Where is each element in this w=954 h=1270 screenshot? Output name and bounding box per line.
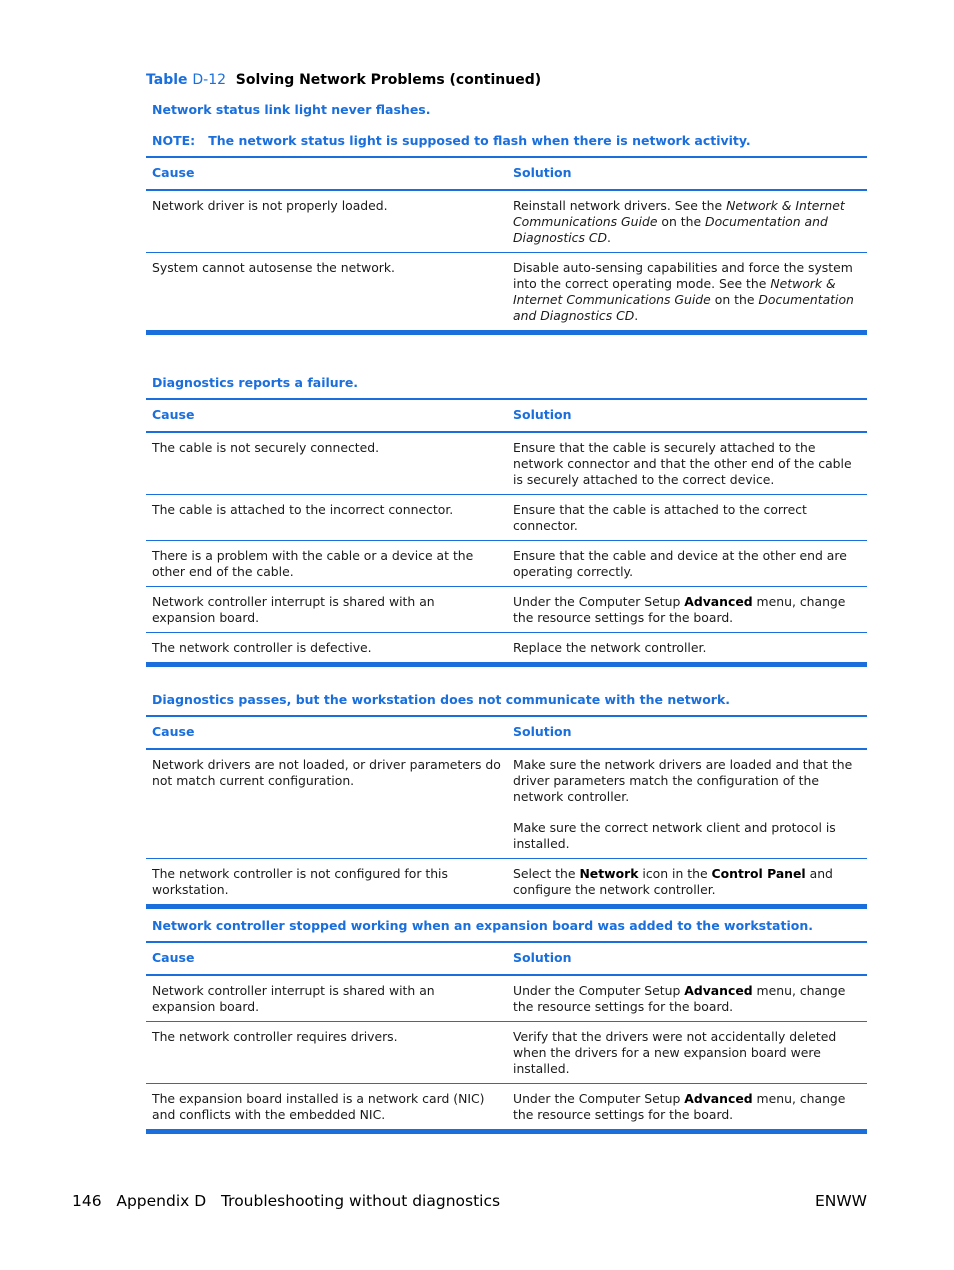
column-header-solution: Solution bbox=[507, 157, 867, 190]
cause-cell: The network controller is not configured for this workstation. bbox=[146, 859, 507, 907]
ui-term: Advanced bbox=[684, 1091, 753, 1106]
solution-text-extra: Make sure the correct network client and protocol is installed. bbox=[513, 820, 836, 851]
solution-text bbox=[513, 502, 861, 534]
text-run: Ensure that the cable is securely attached to the network connector and that the other end of the cable is securely attached to the correct device. bbox=[513, 440, 852, 487]
table-row bbox=[146, 432, 867, 495]
text-run: . bbox=[607, 230, 611, 245]
table-caption-title: Solving Network Problems (continued) bbox=[235, 72, 542, 88]
column-header-solution: Solution bbox=[507, 716, 867, 749]
solution-cell bbox=[507, 749, 867, 859]
ui-term: Advanced bbox=[684, 983, 753, 998]
text-run: Disable auto-sensing capabilities and force the system into the correct operating mode. See the bbox=[513, 260, 853, 291]
cause-cell: Network controller interrupt is shared with an expansion board. bbox=[146, 587, 507, 633]
column-header-cause: Cause bbox=[146, 716, 507, 749]
text-run: icon in the bbox=[638, 866, 712, 881]
column-header-cause: Cause bbox=[146, 157, 507, 190]
document-title: Documentation and Diagnostics CD bbox=[513, 292, 854, 323]
section-heading: Diagnostics reports a failure. bbox=[152, 375, 359, 390]
text-run: Make sure the network drivers are loaded and that the driver parameters match the configuration of the network controller. bbox=[513, 757, 853, 804]
text-run: . bbox=[634, 308, 639, 323]
text-run: Select the bbox=[513, 866, 580, 881]
trouble-table bbox=[146, 156, 867, 335]
table-row bbox=[146, 1084, 867, 1132]
table-row bbox=[146, 859, 867, 907]
table-caption-label: Table bbox=[146, 72, 188, 88]
text-run: Under the Computer Setup bbox=[513, 594, 685, 609]
solution-cell bbox=[507, 253, 867, 333]
solution-text bbox=[513, 594, 861, 626]
text-run: Ensure that the cable is attached to the correct connector. bbox=[513, 502, 807, 533]
ui-term: Network bbox=[579, 866, 639, 881]
solution-cell bbox=[507, 1084, 867, 1132]
text-run: and configure the network controller. bbox=[513, 866, 833, 897]
document-title: Documentation and Diagnostics CD bbox=[513, 214, 828, 245]
solution-text bbox=[513, 1029, 861, 1077]
table-row bbox=[146, 749, 867, 859]
solution-text bbox=[513, 440, 861, 488]
table-row bbox=[146, 190, 867, 253]
text-run: on the bbox=[710, 292, 759, 307]
solution-text bbox=[513, 757, 861, 805]
cause-cell: The cable is not securely connected. bbox=[146, 432, 507, 495]
text-run: menu, change the resource settings for the board. bbox=[513, 594, 846, 625]
page-footer-right: ENWW bbox=[814, 1192, 867, 1210]
trouble-table bbox=[146, 715, 867, 909]
column-header-solution: Solution bbox=[507, 399, 867, 432]
table-caption bbox=[146, 72, 541, 88]
cause-cell: The network controller requires drivers. bbox=[146, 1022, 507, 1084]
section-heading: Diagnostics passes, but the workstation does not communicate with the network. bbox=[152, 692, 731, 707]
solution-text bbox=[513, 260, 861, 324]
cause-cell: The expansion board installed is a network card (NIC) and conflicts with the embedded NIC. bbox=[146, 1084, 507, 1132]
solution-cell bbox=[507, 495, 867, 541]
table-row bbox=[146, 541, 867, 587]
solution-cell bbox=[507, 190, 867, 253]
cause-cell: Network controller interrupt is shared with an expansion board. bbox=[146, 975, 507, 1022]
text-run: Verify that the drivers were not accidentally deleted when the drivers for a new expansion board were installed. bbox=[513, 1029, 837, 1076]
solution-cell bbox=[507, 859, 867, 907]
cause-cell: There is a problem with the cable or a device at the other end of the cable. bbox=[146, 541, 507, 587]
solution-text bbox=[513, 866, 861, 898]
column-header-cause: Cause bbox=[146, 399, 507, 432]
ui-term: Advanced bbox=[684, 594, 753, 609]
text-run: menu, change the resource settings for the board. bbox=[513, 983, 846, 1014]
trouble-table bbox=[146, 941, 867, 1134]
solution-cell bbox=[507, 587, 867, 633]
cause-cell: The cable is attached to the incorrect connector. bbox=[146, 495, 507, 541]
solution-text bbox=[513, 198, 861, 246]
text-run: Under the Computer Setup bbox=[513, 1091, 685, 1106]
cause-cell: Network drivers are not loaded, or driver parameters do not match current configuration. bbox=[146, 749, 507, 859]
note-prefix: NOTE: bbox=[152, 133, 196, 148]
document-title: Network & Internet Communications Guide bbox=[513, 198, 845, 229]
solution-cell bbox=[507, 432, 867, 495]
page-footer-left: 146 Appendix D Troubleshooting without diagnostics bbox=[72, 1192, 501, 1210]
section-heading: Network status link light never flashes. bbox=[152, 102, 431, 117]
table-caption-number: D-12 bbox=[192, 72, 227, 88]
section-heading: Network controller stopped working when an expansion board was added to the workstation. bbox=[152, 918, 813, 933]
cause-cell: Network driver is not properly loaded. bbox=[146, 190, 507, 253]
solution-text bbox=[513, 983, 861, 1015]
column-header-cause: Cause bbox=[146, 942, 507, 975]
table-row bbox=[146, 495, 867, 541]
text-run: Reinstall network drivers. See the bbox=[513, 198, 727, 213]
solution-text bbox=[513, 640, 861, 656]
text-run: Replace the network controller. bbox=[513, 640, 707, 655]
cause-cell: System cannot autosense the network. bbox=[146, 253, 507, 333]
table-row bbox=[146, 975, 867, 1022]
document-title: Network & Internet Communications Guide bbox=[513, 276, 836, 307]
solution-cell bbox=[507, 975, 867, 1022]
note bbox=[152, 133, 751, 148]
table-row bbox=[146, 1022, 867, 1084]
text-run: menu, change the resource settings for the board. bbox=[513, 1091, 846, 1122]
table-row bbox=[146, 633, 867, 665]
note-text: The network status light is supposed to flash when there is network activity. bbox=[208, 133, 751, 148]
text-run: Ensure that the cable and device at the other end are operating correctly. bbox=[513, 548, 847, 579]
solution-cell bbox=[507, 633, 867, 665]
solution-cell bbox=[507, 1022, 867, 1084]
solution-text bbox=[513, 548, 861, 580]
trouble-table bbox=[146, 398, 867, 667]
table-row bbox=[146, 587, 867, 633]
ui-term: Control Panel bbox=[711, 866, 806, 881]
text-run: on the bbox=[657, 214, 706, 229]
text-run: Under the Computer Setup bbox=[513, 983, 685, 998]
solution-cell bbox=[507, 541, 867, 587]
table-row bbox=[146, 253, 867, 333]
solution-text bbox=[513, 1091, 861, 1123]
cause-cell: The network controller is defective. bbox=[146, 633, 507, 665]
column-header-solution: Solution bbox=[507, 942, 867, 975]
